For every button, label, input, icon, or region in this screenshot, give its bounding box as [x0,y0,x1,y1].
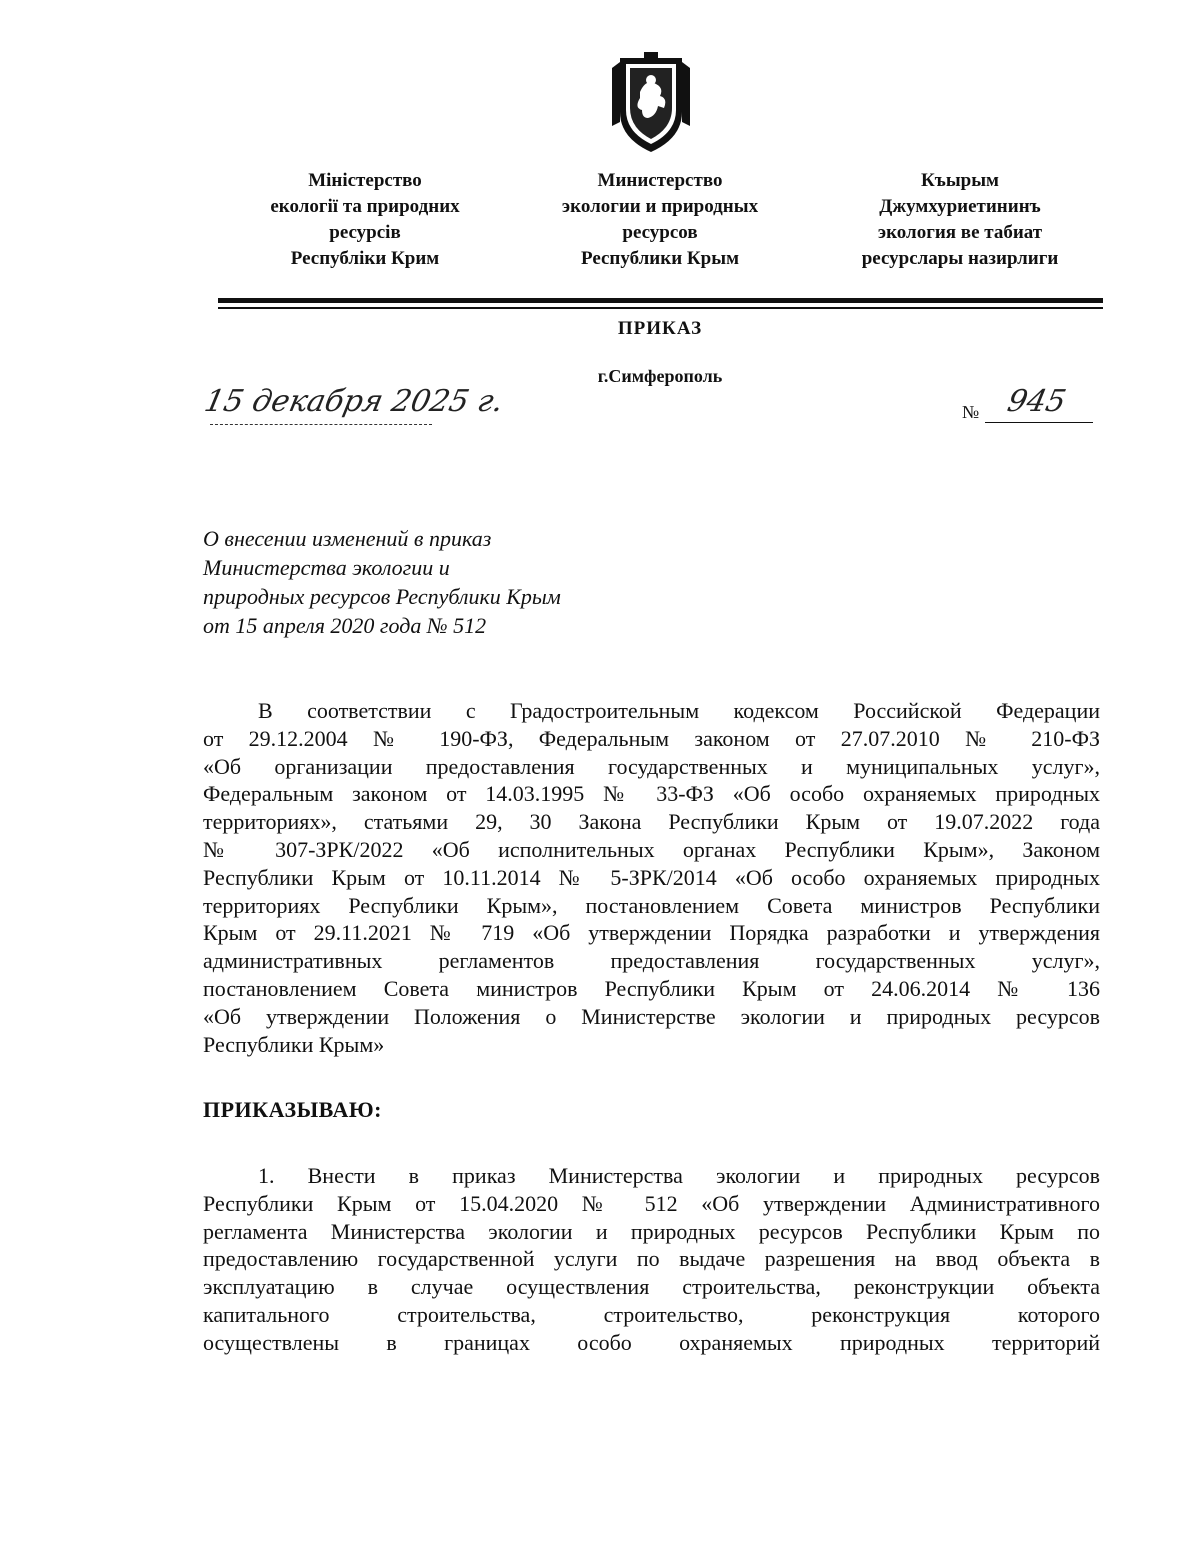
paragraph-line: постановлением Совета министров Республики Крым от 24.06.2014 № 136 [203,975,1100,1001]
header-russian [530,168,790,272]
subject-line: Министерства экологии и [203,555,450,580]
paragraph-line: регламента Министерства экологии и природных ресурсов Республики Крым по [203,1218,1100,1244]
document-type: ПРИКАЗ [617,318,703,339]
paragraph-line: от 29.12.2004 № 190-ФЗ, Федеральным законом от 27.07.2010 № 210-ФЗ [203,725,1100,751]
document-city: г.Симферополь [597,366,723,386]
header-crimean-tatar [830,168,1090,272]
paragraph-line: административных регламентов предоставления государственных услуг», [203,948,1100,974]
document-date: 15 декабря 2025 г. [201,384,507,419]
date-underline [210,424,432,425]
number-underline [985,422,1093,423]
paragraph-line: «Об организации предоставления государственных и муниципальных услуг», [203,753,1100,779]
number-label: № [962,402,980,422]
header-line: екології та природних [270,196,460,217]
paragraph-line: 1. Внести в приказ Министерства экологии и природных ресурсов [258,1163,1100,1188]
paragraph-line: предоставлению государственной услуги по выдаче разрешения на ввод объекта в [203,1246,1100,1272]
header-divider-thick [218,298,1103,303]
paragraph-line: Республики Крым» [203,1031,385,1057]
header-line: Министерство [597,170,723,191]
document-subject [203,524,561,640]
header-line: ресурсів [329,222,401,243]
subject-line: О внесении изменений в приказ [203,526,492,551]
document-number: 945 [1004,384,1069,419]
paragraph-line: территориях», статьями 29, 30 Закона Республики Крым от 19.07.2022 года [203,809,1100,835]
header-line: Республіки Крим [290,248,440,269]
subject-line: природных ресурсов Республики Крым [203,584,561,609]
header-ukrainian [240,168,490,272]
header-line: Республики Крым [580,248,740,269]
header-line: Къырым [920,170,1000,191]
header-line: Джумхуриетининъ [879,196,1041,217]
paragraph-line: территориях Республики Крым», постановлением Совета министров Республики [203,892,1100,918]
header-divider-thin [218,307,1103,309]
header-line: экологии и природных [561,196,759,217]
paragraph-line: Федеральным законом от 14.03.1995 № 33-ФЗ «Об особо охраняемых природных [203,781,1100,807]
paragraph-line: капитального строительства, строительство, реконструкция которого [203,1301,1100,1327]
paragraph-line: Республики Крым от 10.11.2014 № 5-ЗРК/2014 «Об особо охраняемых природных [203,864,1100,890]
subject-line: от 15 апреля 2020 года № 512 [203,613,487,638]
crimea-coat-of-arms-icon [610,52,692,156]
item-1-paragraph [203,1162,1100,1357]
paragraph-line: осуществлены в границах особо охраняемых природных территорий [203,1329,1100,1355]
header-line: ресурсов [622,222,698,243]
order-keyword: ПРИКАЗЫВАЮ: [203,1097,382,1122]
header-line: экология ве табиат [877,222,1043,243]
paragraph-line: «Об утверждении Положения о Министерстве экологии и природных ресурсов [203,1003,1100,1029]
paragraph-line: № 307-ЗРК/2022 «Об исполнительных органах Республики Крым», Законом [203,836,1100,862]
header-line: ресурслары назирлиги [861,248,1059,269]
header-line: Міністерство [308,170,422,191]
preamble-paragraph [203,697,1100,1058]
paragraph-line: эксплуатацию в случае осуществления строительства, реконструкции объекта [203,1274,1100,1300]
paragraph-line: В соответствии с Градостроительным кодексом Российской Федерации [258,698,1100,723]
paragraph-line: Республики Крым от 15.04.2020 № 512 «Об утверждении Административного [203,1190,1100,1216]
paragraph-line: Крым от 29.11.2021 № 719 «Об утверждении Порядка разработки и утверждения [203,920,1100,946]
